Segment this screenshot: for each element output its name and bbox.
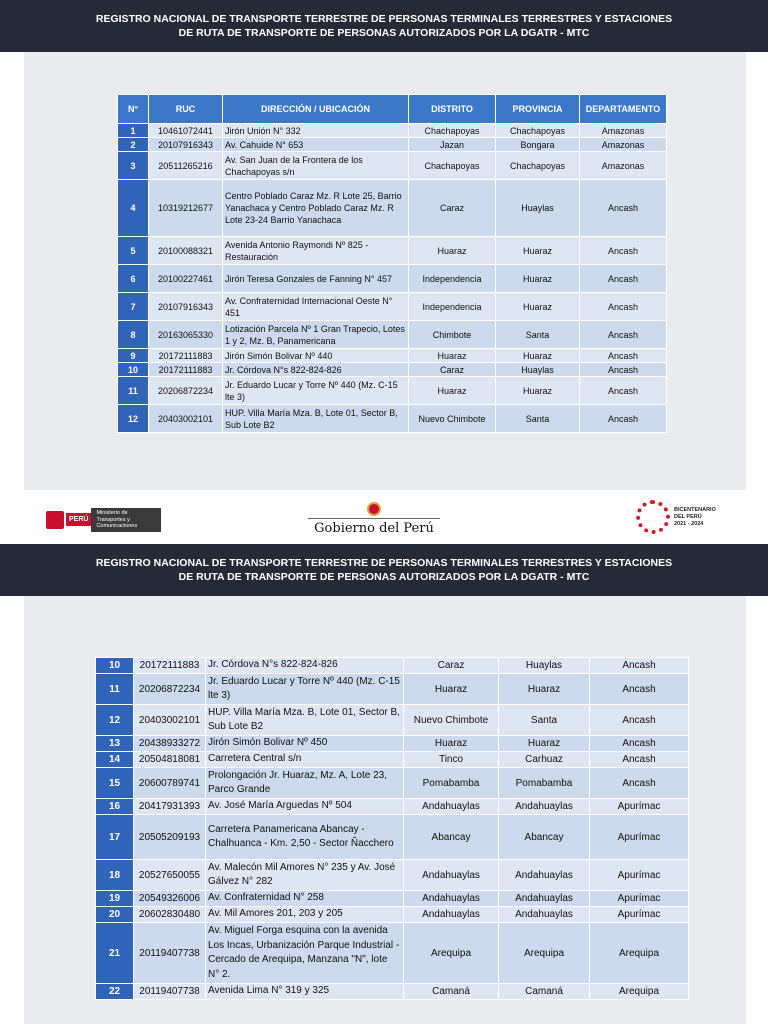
cell-ruc: 20403002101 <box>149 405 223 433</box>
cell-district: Huaraz <box>404 736 499 752</box>
cell-province: Santa <box>496 405 580 433</box>
terminals-table-1 <box>117 94 667 433</box>
cell-district: Andahuaylas <box>404 860 499 891</box>
cell-department: Amazonas <box>580 124 667 138</box>
banner-title-line2: DE RUTA DE TRANSPORTE DE PERSONAS AUTORIZADOS POR LA DGATR - MTC <box>178 27 590 39</box>
bicentenario-ring-icon <box>636 500 670 534</box>
logos-footer <box>0 490 768 544</box>
cell-department: Apurímac <box>590 860 689 891</box>
cell-province: Andahuaylas <box>499 799 590 815</box>
cell-ruc: 20100088321 <box>149 237 223 265</box>
cell-no: 17 <box>96 815 134 860</box>
cell-district: Chimbote <box>409 321 496 349</box>
header-address: DIRECCIÓN / UBICACIÓN <box>223 95 409 124</box>
table-row <box>118 180 667 237</box>
table-row <box>96 705 689 736</box>
gobierno-label: Gobierno del Perú <box>314 521 434 536</box>
cell-no: 4 <box>118 180 149 237</box>
table-row <box>96 984 689 1000</box>
cell-district: Andahuaylas <box>404 907 499 923</box>
cell-ruc: 20600789741 <box>134 768 206 799</box>
cell-ruc: 20107916343 <box>149 293 223 321</box>
cell-district: Jazan <box>409 138 496 152</box>
cell-address: Carretera Panamericana Abancay - Chalhuanca - Km. 2,50 - Sector Ñacchero <box>206 815 404 860</box>
header-province: PROVINCIA <box>496 95 580 124</box>
cell-ruc: 20549326006 <box>134 891 206 907</box>
cell-department: Ancash <box>580 377 667 405</box>
cell-province: Andahuaylas <box>499 891 590 907</box>
cell-no: 1 <box>118 124 149 138</box>
cell-address: Lotización Parcela Nº 1 Gran Trapecio, Lotes 1 y 2, Mz. B, Panamericana <box>223 321 409 349</box>
cell-province: Huaylas <box>496 180 580 237</box>
cell-ruc: 20206872234 <box>134 674 206 705</box>
table-row <box>96 815 689 860</box>
cell-ruc: 20172111883 <box>134 658 206 674</box>
peru-shield-icon <box>46 511 64 529</box>
cell-address: Jirón Unión N° 332 <box>223 124 409 138</box>
cell-ruc: 20172111883 <box>149 349 223 363</box>
cell-address: Avenida Lima N° 319 y 325 <box>206 984 404 1000</box>
cell-no: 12 <box>96 705 134 736</box>
cell-province: Huaylas <box>499 658 590 674</box>
cell-no: 15 <box>96 768 134 799</box>
cell-department: Arequipa <box>590 923 689 984</box>
cell-province: Huaraz <box>499 674 590 705</box>
cell-no: 10 <box>118 363 149 377</box>
table-row <box>96 907 689 923</box>
cell-district: Pomabamba <box>404 768 499 799</box>
cell-district: Nuevo Chimbote <box>409 405 496 433</box>
cell-district: Independencia <box>409 293 496 321</box>
table-row <box>118 377 667 405</box>
cell-address: Av. Malecón Mil Amores N° 235 y Av. José Gálvez N° 282 <box>206 860 404 891</box>
gobierno-logo <box>308 502 440 536</box>
cell-ruc: 20511265216 <box>149 152 223 180</box>
header-ruc: RUC <box>149 95 223 124</box>
header-department: DEPARTAMENTO <box>580 95 667 124</box>
cell-ruc: 20100227461 <box>149 265 223 293</box>
cell-department: Ancash <box>580 237 667 265</box>
cell-no: 3 <box>118 152 149 180</box>
peru-label: PERÚ <box>66 513 91 526</box>
cell-district: Andahuaylas <box>404 799 499 815</box>
cell-province: Chachapoyas <box>496 152 580 180</box>
cell-province: Huaraz <box>499 736 590 752</box>
cell-district: Caraz <box>409 180 496 237</box>
cell-no: 11 <box>96 674 134 705</box>
report-banner-top <box>0 0 768 52</box>
cell-department: Ancash <box>580 293 667 321</box>
cell-no: 22 <box>96 984 134 1000</box>
cell-district: Arequipa <box>404 923 499 984</box>
cell-no: 7 <box>118 293 149 321</box>
table-body-1 <box>118 124 667 433</box>
cell-district: Tinco <box>404 752 499 768</box>
cell-no: 9 <box>118 349 149 363</box>
cell-ruc: 20163065330 <box>149 321 223 349</box>
cell-department: Apurímac <box>590 907 689 923</box>
header-no: N° <box>118 95 149 124</box>
table-row <box>96 891 689 907</box>
cell-no: 18 <box>96 860 134 891</box>
cell-province: Huaraz <box>496 293 580 321</box>
cell-address: Centro Poblado Caraz Mz. R Lote 25, Barrio Yanachaca y Centro Poblado Caraz Mz. R Lote 23-24 Barrio Yanachaca <box>223 180 409 237</box>
cell-department: Ancash <box>590 705 689 736</box>
cell-district: Independencia <box>409 265 496 293</box>
cell-address: Av. Confraternidad N° 258 <box>206 891 404 907</box>
table-row <box>118 293 667 321</box>
table-row <box>118 265 667 293</box>
cell-department: Arequipa <box>590 984 689 1000</box>
table-row <box>118 138 667 152</box>
cell-no: 11 <box>118 377 149 405</box>
cell-no: 10 <box>96 658 134 674</box>
cell-department: Amazonas <box>580 138 667 152</box>
cell-district: Caraz <box>404 658 499 674</box>
cell-department: Ancash <box>590 768 689 799</box>
cell-province: Arequipa <box>499 923 590 984</box>
banner-title-line1: REGISTRO NACIONAL DE TRANSPORTE TERRESTRE DE PERSONAS TERMINALES TERRESTRES Y ESTACIONES <box>95 557 673 569</box>
table-row <box>96 674 689 705</box>
table-header-row <box>118 95 667 124</box>
cell-department: Ancash <box>590 736 689 752</box>
table-row <box>118 237 667 265</box>
cell-address: Avenida Antonio Raymondi Nº 825 - Restauración <box>223 237 409 265</box>
cell-address: Av. San Juan de la Frontera de los Chachapoyas s/n <box>223 152 409 180</box>
cell-province: Pomabamba <box>499 768 590 799</box>
cell-department: Apurímac <box>590 815 689 860</box>
cell-no: 21 <box>96 923 134 984</box>
cell-address: Jr. Córdova N°s 822-824-826 <box>223 363 409 377</box>
cell-district: Andahuaylas <box>404 891 499 907</box>
cell-no: 14 <box>96 752 134 768</box>
cell-department: Amazonas <box>580 152 667 180</box>
cell-address: Av. José María Arguedas Nº 504 <box>206 799 404 815</box>
cell-ruc: 10461072441 <box>149 124 223 138</box>
table-row <box>96 799 689 815</box>
table-row <box>118 321 667 349</box>
cell-no: 13 <box>96 736 134 752</box>
table-row <box>96 768 689 799</box>
cell-ruc: 20119407738 <box>134 984 206 1000</box>
table-row <box>96 752 689 768</box>
table-row <box>96 923 689 984</box>
cell-address: Jr. Eduardo Lucar y Torre Nº 440 (Mz. C-15 lte 3) <box>206 674 404 705</box>
cell-address: Jirón Teresa Gonzales de Fanning N° 457 <box>223 265 409 293</box>
cell-address: Jirón Simón Bolivar Nº 440 <box>223 349 409 363</box>
cell-district: Huaraz <box>409 349 496 363</box>
cell-ruc: 20206872234 <box>149 377 223 405</box>
table-row <box>118 405 667 433</box>
cell-department: Apurímac <box>590 891 689 907</box>
header-district: DISTRITO <box>409 95 496 124</box>
table-row <box>118 124 667 138</box>
cell-address: Av. Cahuide N° 653 <box>223 138 409 152</box>
cell-province: Santa <box>496 321 580 349</box>
cell-department: Ancash <box>590 752 689 768</box>
report-banner-bottom <box>0 544 768 596</box>
cell-address: Jr. Córdova N°s 822-824-826 <box>206 658 404 674</box>
cell-district: Chachapoyas <box>409 152 496 180</box>
cell-ruc: 20504818081 <box>134 752 206 768</box>
cell-department: Ancash <box>580 180 667 237</box>
cell-province: Huaraz <box>496 377 580 405</box>
table-row <box>118 152 667 180</box>
divider <box>308 518 440 519</box>
cell-ruc: 20172111883 <box>149 363 223 377</box>
mtc-logo <box>46 508 161 532</box>
cell-ruc: 20403002101 <box>134 705 206 736</box>
cell-province: Andahuaylas <box>499 907 590 923</box>
cell-department: Ancash <box>580 265 667 293</box>
bicentenario-line3: 2021 - 2024 <box>674 520 704 527</box>
cell-address: Carretera Central s/n <box>206 752 404 768</box>
ministry-label: Ministerio de Transportes y Comunicaciones <box>91 508 161 532</box>
cell-department: Ancash <box>590 658 689 674</box>
cell-no: 8 <box>118 321 149 349</box>
cell-ruc: 10319212677 <box>149 180 223 237</box>
cell-department: Ancash <box>580 363 667 377</box>
cell-address: Av. Confraternidad Internacional Oeste N° 451 <box>223 293 409 321</box>
cell-address: HUP. Villa María Mza. B, Lote 01, Sector B, Sub Lote B2 <box>206 705 404 736</box>
cell-address: HUP. Villa María Mza. B, Lote 01, Sector B, Sub Lote B2 <box>223 405 409 433</box>
banner-title-line2: DE RUTA DE TRANSPORTE DE PERSONAS AUTORIZADOS POR LA DGATR - MTC <box>178 571 590 583</box>
table-row <box>96 658 689 674</box>
cell-province: Santa <box>499 705 590 736</box>
cell-ruc: 20119407738 <box>134 923 206 984</box>
cell-department: Ancash <box>590 674 689 705</box>
cell-department: Apurímac <box>590 799 689 815</box>
cell-address: Jirón Simón Bolivar Nº 450 <box>206 736 404 752</box>
cell-ruc: 20107916343 <box>149 138 223 152</box>
cell-district: Chachapoyas <box>409 124 496 138</box>
cell-address: Jr. Eduardo Lucar y Torre Nº 440 (Mz. C-15 lte 3) <box>223 377 409 405</box>
cell-ruc: 20505209193 <box>134 815 206 860</box>
cell-department: Ancash <box>580 349 667 363</box>
banner-title-line1: REGISTRO NACIONAL DE TRANSPORTE TERRESTRE DE PERSONAS TERMINALES TERRESTRES Y ESTACIONES <box>95 13 673 25</box>
cell-ruc: 20527650055 <box>134 860 206 891</box>
cell-province: Huaraz <box>496 265 580 293</box>
cell-no: 5 <box>118 237 149 265</box>
cell-province: Camaná <box>499 984 590 1000</box>
cell-no: 12 <box>118 405 149 433</box>
cell-no: 2 <box>118 138 149 152</box>
bicentenario-line1: BICENTENARIO <box>674 506 716 513</box>
cell-province: Huaraz <box>496 237 580 265</box>
cell-address: Av. Miguel Forga esquina con la avenida Los Incas, Urbanización Parque Industrial - Cercado de Arequipa, Manzana "N", lote N° 2. <box>206 923 404 984</box>
cell-no: 6 <box>118 265 149 293</box>
table-row <box>96 736 689 752</box>
cell-no: 20 <box>96 907 134 923</box>
cell-province: Carhuaz <box>499 752 590 768</box>
cell-province: Huaylas <box>496 363 580 377</box>
cell-province: Abancay <box>499 815 590 860</box>
cell-province: Andahuaylas <box>499 860 590 891</box>
cell-district: Nuevo Chimbote <box>404 705 499 736</box>
cell-district: Camaná <box>404 984 499 1000</box>
cell-district: Huaraz <box>409 377 496 405</box>
cell-no: 16 <box>96 799 134 815</box>
cell-department: Ancash <box>580 321 667 349</box>
cell-ruc: 20602830480 <box>134 907 206 923</box>
table-row <box>118 363 667 377</box>
cell-address: Prolongación Jr. Huaraz, Mz. A, Lote 23, Parco Grande <box>206 768 404 799</box>
table-row <box>96 860 689 891</box>
cell-no: 19 <box>96 891 134 907</box>
cell-ruc: 20438933272 <box>134 736 206 752</box>
cell-address: Av. Mil Amores 201, 203 y 205 <box>206 907 404 923</box>
coat-of-arms-icon <box>367 502 381 516</box>
cell-district: Abancay <box>404 815 499 860</box>
bicentenario-logo <box>636 500 716 534</box>
bicentenario-line2: DEL PERÚ <box>674 513 702 520</box>
cell-department: Ancash <box>580 405 667 433</box>
cell-ruc: 20417931393 <box>134 799 206 815</box>
cell-district: Huaraz <box>409 237 496 265</box>
cell-district: Huaraz <box>404 674 499 705</box>
cell-province: Bongara <box>496 138 580 152</box>
table-row <box>118 349 667 363</box>
cell-province: Huaraz <box>496 349 580 363</box>
terminals-table-2 <box>95 657 689 1000</box>
cell-district: Caraz <box>409 363 496 377</box>
cell-province: Chachapoyas <box>496 124 580 138</box>
table-body-2 <box>96 658 689 1000</box>
